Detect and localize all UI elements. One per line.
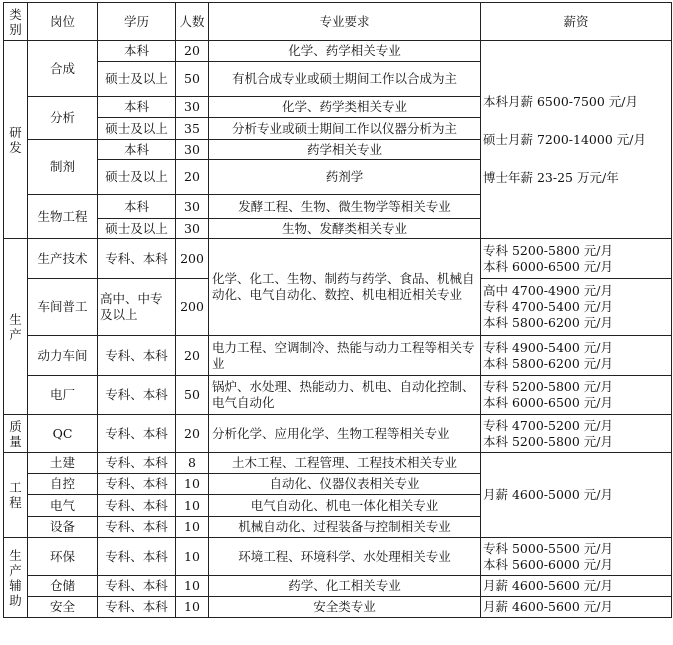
salary-cell	[481, 336, 672, 376]
education-cell: 专科、本科	[98, 239, 176, 279]
count-cell: 30	[176, 140, 209, 160]
position-cell: 制剂	[28, 140, 98, 195]
education-cell: 专科、本科	[98, 453, 176, 474]
header-count: 人数	[176, 3, 209, 41]
table-row	[4, 376, 672, 415]
salary-line: 博士年薪 23-25 万元/年	[483, 169, 619, 185]
salary-line: 硕士月薪 7200-14000 元/月	[483, 131, 646, 147]
salary-line: 专科 5200-5800 元/月	[483, 379, 614, 394]
header-category: 类别	[4, 3, 28, 41]
salary-line: 本科 5800-6200 元/月	[483, 315, 614, 330]
position-cell: 车间普工	[28, 279, 98, 336]
count-cell: 10	[176, 474, 209, 495]
requirement-cell: 化学、化工、生物、制药与药学、食品、机械自动化、电气自动化、数控、机电相近相关专业	[209, 239, 481, 336]
requirement-cell: 安全类专业	[209, 597, 481, 618]
position-cell: 设备	[28, 517, 98, 538]
header-salary: 薪资	[481, 3, 672, 41]
count-cell: 10	[176, 576, 209, 597]
count-cell: 200	[176, 279, 209, 336]
salary-cell	[481, 41, 672, 239]
requirement-cell: 电气自动化、机电一体化相关专业	[209, 495, 481, 517]
requirement-cell: 化学、药学类相关专业	[209, 97, 481, 118]
education-cell: 专科、本科	[98, 538, 176, 576]
salary-line: 高中 4700-4900 元/月	[483, 283, 614, 298]
salary-line: 本科 6000-6500 元/月	[483, 258, 614, 274]
requirement-cell: 分析专业或硕士期间工作以仪器分析为主	[209, 118, 481, 140]
education-cell: 本科	[98, 140, 176, 160]
salary-cell	[481, 376, 672, 415]
salary-line: 本科 6000-6500 元/月	[483, 395, 614, 410]
requirement-cell: 分析化学、应用化学、生物工程等相关专业	[209, 415, 481, 453]
position-cell: 电厂	[28, 376, 98, 415]
category-rd: 研发	[4, 41, 28, 239]
education-cell: 专科、本科	[98, 474, 176, 495]
category-engineering: 工程	[4, 453, 28, 538]
count-cell: 200	[176, 239, 209, 279]
education-cell: 专科、本科	[98, 415, 176, 453]
count-cell: 20	[176, 336, 209, 376]
recruitment-table	[3, 2, 672, 618]
education-cell: 专科、本科	[98, 336, 176, 376]
salary-line: 专科 5200-5800 元/月	[483, 242, 614, 258]
requirement-cell: 化学、药学相关专业	[209, 41, 481, 62]
education-cell: 专科、本科	[98, 597, 176, 618]
salary-cell	[481, 279, 672, 336]
salary-line: 本科 5600-6000 元/月	[483, 556, 614, 572]
table-row	[4, 415, 672, 453]
count-cell: 30	[176, 195, 209, 219]
education-cell: 本科	[98, 41, 176, 62]
requirement-cell: 生物、发酵类相关专业	[209, 219, 481, 239]
header-education: 学历	[98, 3, 176, 41]
table-row	[4, 239, 672, 279]
salary-line: 本科 5200-5800 元/月	[483, 433, 614, 449]
education-cell: 本科	[98, 195, 176, 219]
salary-line: 本科月薪 6500-7500 元/月	[483, 93, 639, 109]
requirement-cell: 锅炉、水处理、热能动力、机电、自动化控制、电气自动化	[209, 376, 481, 415]
education-cell: 硕士及以上	[98, 118, 176, 140]
position-cell: QC	[28, 415, 98, 453]
count-cell: 20	[176, 160, 209, 195]
count-cell: 10	[176, 517, 209, 538]
position-cell: 电气	[28, 495, 98, 517]
education-cell: 专科、本科	[98, 376, 176, 415]
count-cell: 20	[176, 41, 209, 62]
salary-line: 专科 5000-5500 元/月	[483, 540, 614, 556]
table-row	[4, 538, 672, 576]
category-production: 生产	[4, 239, 28, 415]
education-cell: 专科、本科	[98, 495, 176, 517]
requirement-cell: 药学相关专业	[209, 140, 481, 160]
header-row	[4, 3, 672, 41]
count-cell: 20	[176, 415, 209, 453]
requirement-cell: 药剂学	[209, 160, 481, 195]
requirement-cell: 电力工程、空调制冷、热能与动力工程等相关专业	[209, 336, 481, 376]
salary-line: 专科 4700-5400 元/月	[483, 299, 614, 314]
count-cell: 50	[176, 62, 209, 97]
position-cell: 环保	[28, 538, 98, 576]
education-cell: 硕士及以上	[98, 160, 176, 195]
education-cell: 本科	[98, 97, 176, 118]
count-cell: 30	[176, 219, 209, 239]
salary-line: 本科 5800-6200 元/月	[483, 355, 614, 371]
position-cell: 分析	[28, 97, 98, 140]
table-row	[4, 597, 672, 618]
table-row	[4, 336, 672, 376]
salary-cell	[481, 415, 672, 453]
salary-cell	[481, 538, 672, 576]
education-cell: 硕士及以上	[98, 219, 176, 239]
count-cell: 35	[176, 118, 209, 140]
count-cell: 8	[176, 453, 209, 474]
salary-cell: 月薪 4600-5600 元/月	[481, 576, 672, 597]
position-cell: 合成	[28, 41, 98, 97]
salary-line: 专科 4900-5400 元/月	[483, 339, 614, 355]
table-row	[4, 453, 672, 474]
education-cell: 专科、本科	[98, 517, 176, 538]
count-cell: 10	[176, 495, 209, 517]
salary-cell	[481, 239, 672, 279]
salary-cell: 月薪 4600-5600 元/月	[481, 597, 672, 618]
position-cell: 生物工程	[28, 195, 98, 239]
position-cell: 安全	[28, 597, 98, 618]
count-cell: 10	[176, 538, 209, 576]
table-row	[4, 41, 672, 62]
count-cell: 50	[176, 376, 209, 415]
requirement-cell: 土木工程、工程管理、工程技术相关专业	[209, 453, 481, 474]
position-cell: 仓储	[28, 576, 98, 597]
category-auxiliary: 生产辅助	[4, 538, 28, 618]
position-cell: 动力车间	[28, 336, 98, 376]
education-cell: 高中、中专及以上	[98, 279, 176, 336]
education-cell: 专科、本科	[98, 576, 176, 597]
requirement-cell: 机械自动化、过程装备与控制相关专业	[209, 517, 481, 538]
salary-line: 专科 4700-5200 元/月	[483, 417, 614, 433]
count-cell: 30	[176, 97, 209, 118]
requirement-cell: 有机合成专业或硕士期间工作以合成为主	[209, 62, 481, 97]
position-cell: 生产技术	[28, 239, 98, 279]
education-cell: 硕士及以上	[98, 62, 176, 97]
table-row	[4, 576, 672, 597]
category-quality: 质量	[4, 415, 28, 453]
requirement-cell: 自动化、仪器仪表相关专业	[209, 474, 481, 495]
position-cell: 自控	[28, 474, 98, 495]
count-cell: 10	[176, 597, 209, 618]
position-cell: 土建	[28, 453, 98, 474]
requirement-cell: 发酵工程、生物、微生物学等相关专业	[209, 195, 481, 219]
salary-cell: 月薪 4600-5000 元/月	[481, 453, 672, 538]
header-position: 岗位	[28, 3, 98, 41]
requirement-cell: 药学、化工相关专业	[209, 576, 481, 597]
header-requirement: 专业要求	[209, 3, 481, 41]
requirement-cell: 环境工程、环境科学、水处理相关专业	[209, 538, 481, 576]
